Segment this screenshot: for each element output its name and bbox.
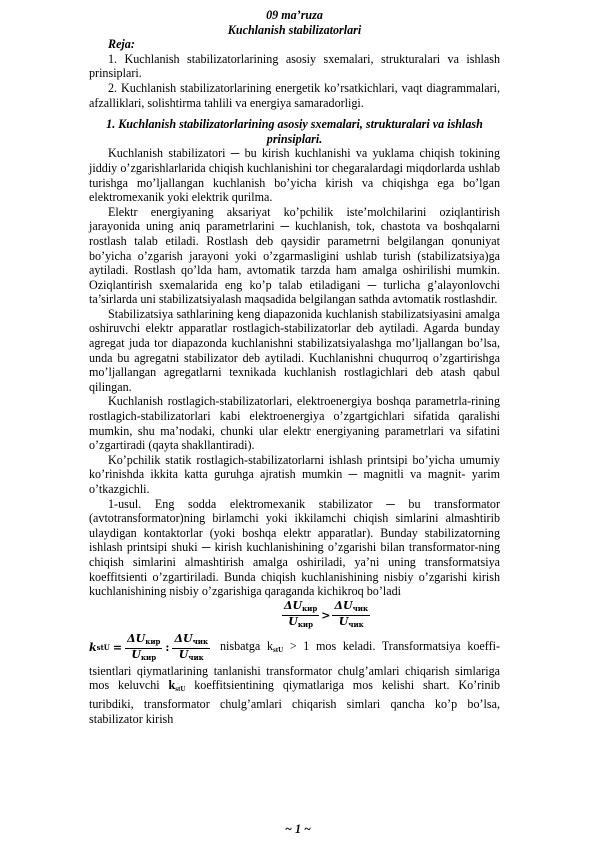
plan-item-2: 2. Kuchlanish stabilizatorlarining energetik ko’rsatkichlari, vaqt diagrammalari, afzalliklari, solishtirma tahlili va energiya samaradorligi.: [89, 80, 500, 110]
greater-than-sign: >: [321, 609, 331, 623]
paragraph-1: Kuchlanish stabilizatori ─ bu kirish kuchlanishi va yuklama chiqish tokining jiddiy o’zgarishlarlarida chiqish kuchlanishini tor chegaralardagi miqdorlarda ushlab turishga mo’ljallangan kuchlanish bo’yicha kirish va chiqishga ega bo’lgan elektromexanik yoki elektrik qurilma.: [89, 146, 500, 205]
section-heading: 1. Kuchlanish stabilizatorlarining asosiy sxemalari, strukturalari va ishlash prinsiplari.: [106, 117, 483, 146]
paragraph-5: Ko’pchilik statik rostlagich-stabilizatorlarni ishlash printsipi bo’yicha umumiy ko’rinishda ikkita katta guruhga ajratish mumkin ─ magnitli va magnit- yarim o’tkazgichli.: [89, 452, 500, 496]
paragraph-7-first-line: nisbatga $k_{stU} > 1$ mos keladi. Transformatsiya koeffi-: [220, 638, 501, 654]
inequality-formula: [89, 599, 500, 633]
paragraph-6: 1-usul. Eng sodda elektromexanik stabilizator ─ bu transformator (avtotransformator)ning birlamchi yoki ikkilamchi chiqish simlarini almashtirib ulaydigan kontaktorlar (yoki boshqa elektr apparatlar). Bunday stabilizatorning ishlash printsipi shuki ─ kirish kuchlanishining o’zgarishi bilan transformator-ning chiqish simlarini almashtirish amalga oshiriladi, ya’ni uning transformatsiya koeffitsienti o’zgartiriladi. Bunda chiqish kuchlanishining nisbiy o’zgarishi kirish kuchlanishining nisbiy o’zgarishiga qaraganda kichikroq bo’ladi: [89, 496, 500, 599]
plan-item-1: 1. Kuchlanish stabilizatorlarining asosiy sxemalari, strukturalari va ishlash prinsiplari.: [89, 51, 500, 81]
fraction-output: $\frac{\Delta U_{чик}}{U_{чик}}$: [334, 599, 368, 630]
paragraph-2: Elektr energiyaning aksariyat ko’pchilik iste’molchilarini oziqlantirish jarayonida uning aniq parametrlarini ─ kuchlanish, tok, chastota va boshqalarni rostlash talab etiladi. Rostlash deb qaysidir parametrni belgilangan qonuniyat bo’yicha o’zgarish jarayoni yoki o’zgarmasligini ushlab turish (stabilizatsiya)ga aytiladi. Rostlash qo’lda ham, avtomatik tarzda ham amalga oshirilishi mumkin. Oziqlantirish sxemalarida eng ko’p talab etiladigani ─ turlicha g’alayonlovchi ta’sirlarda uni stabilizatsiyalash maqsadida belgilangan sathda avtomatik rostlashdir.: [89, 204, 500, 307]
paragraph-7: tsientlari qiymatlarining tanlanishi transformator chulg’amlari chiqarish simlariga mos keluvchi $k_{stU}$ koeffitsientining qiymatlariga mos kelishi shart. Ko’rinib turibdiki, transformator chulg’amlari chiqarish simlari qancha ko’p bo’lsa, stabilizator kirish: [89, 663, 500, 726]
plan-label: Reja:: [108, 37, 135, 52]
paragraph-3: Stabilizatsiya sathlarining keng diapazonida kuchlanish stabilizatsiyasini amalga oshiruvchi elektr apparatlar rostlagich-stabilizatorlar deb aytiladi. Agarda bunday agregat juda tor diapazonda kuchlanishni stabilizatsiyalashga mo’ljallangan bo’lsa, unda bu agregatni stabilizator deb aytiladi. Kuchlanishni chuqurroq o’zgartirishga mo’ljallangan agregatlarni texnikada kuchlanish rostlagichlari deb atash qabul qilingan.: [89, 306, 500, 394]
fraction-input: $\frac{\Delta U_{кир}}{U_{кир}}$: [283, 599, 318, 630]
paragraph-4: Kuchlanish rostlagich-stabilizatorlari, elektroenergiya boshqa parametrla-rining rostlagich-stabilizatorlari kabi elektroenergiya o’zgartgichlari sifatida qaralishi mumkin, shu ma’nodaki, chunki ular elektr energiyaning parametrlari va sifatini o’zgartiradi (qayta shakllantiradi).: [89, 394, 500, 453]
coefficient-formula-line: [89, 633, 500, 664]
page-number: ~ 1 ~: [285, 822, 311, 836]
page-title: Kuchlanish stabilizatorlari: [227, 22, 362, 37]
coefficient-formula: k stU = $\frac{\Delta U_{кир}}{U_{кир}}$ : $\frac{\Delta U_{чик}}{U_{чик}}$: [89, 631, 208, 662]
lecture-number: 09 ma’ruza: [266, 8, 323, 22]
